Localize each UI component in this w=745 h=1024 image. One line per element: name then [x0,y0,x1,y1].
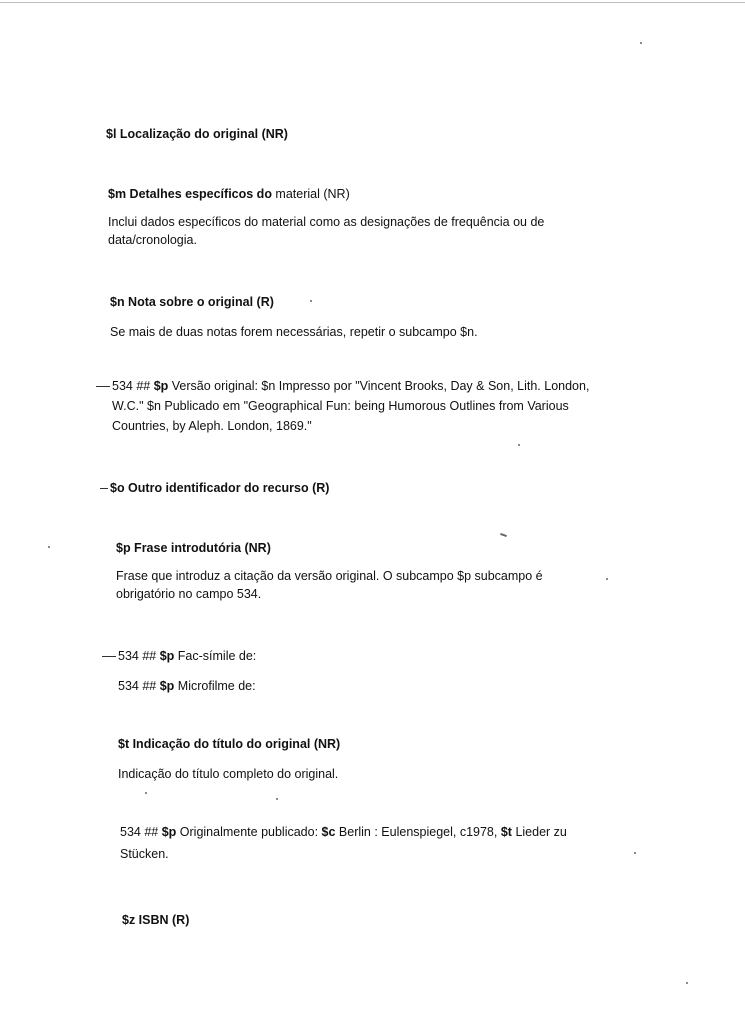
scan-speck [276,798,278,800]
subfield-l-heading: $l Localização do original (NR) [106,127,288,141]
subfield-t-heading: $t Indicação do título do original (NR) [118,737,341,751]
scan-speck [640,42,642,44]
scan-speck [145,792,147,794]
scan-speck [634,852,636,854]
scan-speck [310,300,312,302]
subfield-p-example2: 534 ## $p Microfilme de: [118,679,256,693]
page-top-edge [0,2,745,3]
subfield-t-example-line1: 534 ## $p Originalmente publicado: $c Berlin : Eulenspiegel, c1978, $t Lieder zu [120,825,567,839]
subfield-n-description: Se mais de duas notas forem necessárias, repetir o subcampo $n. [110,325,478,339]
scan-speck [686,982,688,984]
subfield-t-example-line2: Stücken. [120,847,169,861]
scan-speck [48,546,50,548]
margin-mark [100,488,108,489]
margin-mark [96,386,110,387]
subfield-m-heading-bold: $m Detalhes específicos do [108,187,272,201]
scan-speck [518,444,520,446]
subfield-m-description-line1: Inclui dados específicos do material como as designações de frequência ou de [108,215,545,229]
subfield-n-heading: $n Nota sobre o original (R) [110,295,274,309]
margin-mark [102,656,116,657]
subfield-m-description-line2: data/cronologia. [108,233,197,247]
scan-speck [606,578,608,580]
subfield-o-heading: $o Outro identificador do recurso (R) [100,480,329,497]
subfield-p-heading: $p Frase introdutória (NR) [116,541,271,555]
subfield-m-heading-rest: material (NR) [271,187,350,201]
subfield-p-description-line1: Frase que introduz a citação da versão original. O subcampo $p subcampo é [116,569,543,583]
subfield-m-heading [108,186,350,203]
subfield-n-example-line3: Countries, by Aleph. London, 1869." [112,419,312,433]
subfield-n-example-line2: W.C." $n Publicado em "Geographical Fun: being Humorous Outlines from Various [112,399,569,413]
scan-speck [500,533,507,537]
subfield-p-description-line2: obrigatório no campo 534. [116,587,262,601]
subfield-z-heading: $z ISBN (R) [122,913,190,927]
subfield-p-example1: 534 ## $p Fac-símile de: [102,648,256,665]
subfield-t-description: Indicação do título completo do original. [118,767,339,781]
subfield-n-example-line1: 534 ## $p Versão original: $n Impresso por "Vincent Brooks, Day & Son, Lith. London, [96,378,589,395]
